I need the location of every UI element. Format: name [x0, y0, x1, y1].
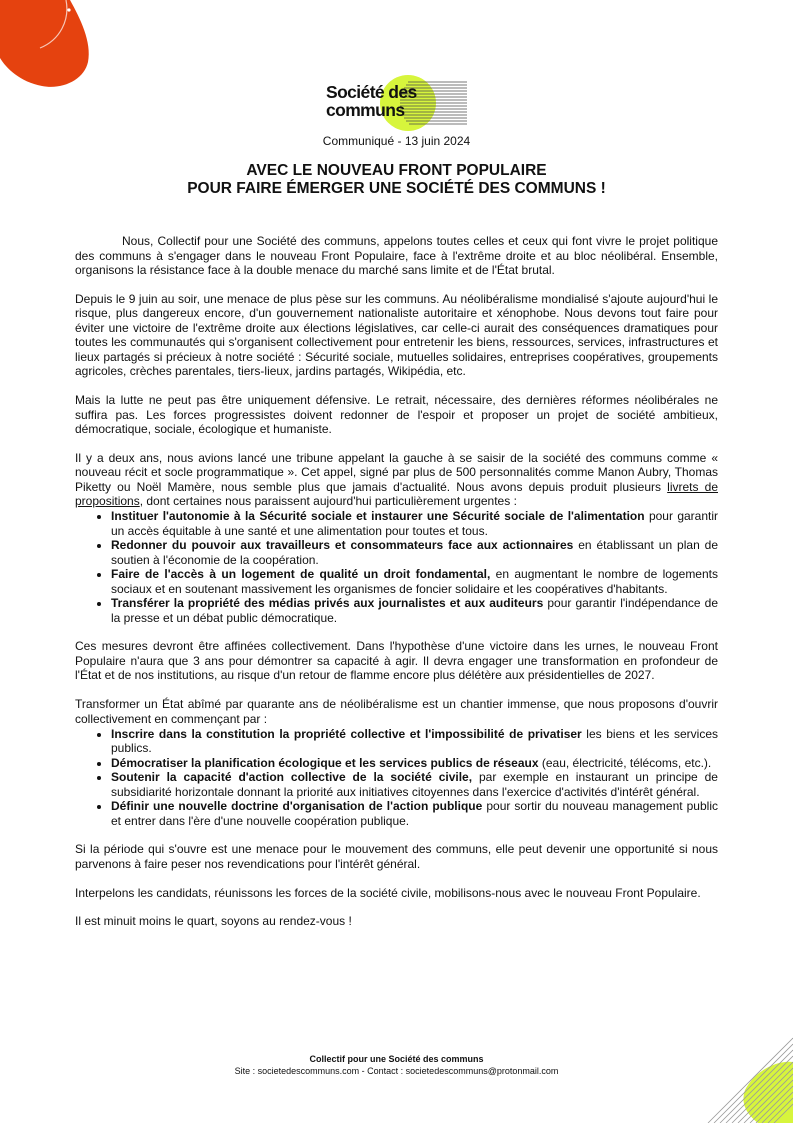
list-item-bold: Inscrire dans la constitution la propriété collective et l'impossibilité de privatiser — [111, 726, 582, 741]
list-item-text: (eau, électricité, télécoms, etc.). — [538, 755, 712, 770]
paragraph-6: Transformer un État abîmé par quarante ans de néolibéralisme est un chantier immense, que nous proposons d'ouvrir collectivement en commençant par : — [75, 697, 718, 726]
footer-organization: Collectif pour une Société des communs — [309, 1054, 484, 1064]
list-item-bold: Faire de l'accès à un logement de qualité un droit fondamental, — [111, 567, 491, 582]
state-transformation-list — [75, 727, 718, 829]
list-item-text: pour garantir l'indépendance de la presse et un débat public démocratique. — [111, 596, 719, 625]
paragraph-4-text-a: Il y a deux ans, nous avions lancé une tribune appelant la gauche à se saisir de la société des communs comme « nouveau récit et socle programmatique ». Cet appel, signé par plus de 500 personnalités comme Manon Aubry, Thomas Piketty ou Noël Mamère, nous semble plus que jamais d'actualité. Nous avons depuis produit plusieurs — [75, 450, 718, 494]
paragraph-2: Depuis le 9 juin au soir, une menace de plus pèse sur les communs. Au néolibéralisme mondialisé s'ajoute aujourd'hui le risque, plus dangereux encore, d'un gouvernement nationaliste autoritaire et xénophobe. Nous devons tout faire pour éviter une victoire de l'extrême droite aux élections législatives, car celle-ci aurait des conséquences dramatiques pour toutes les communautés qui s'organisent collectivement pour entretenir les biens, ressources, services, infrastructures et lieux partagés si précieux à notre société : Sécurité sociale, mutuelles solidaires, entreprises coopératives, groupements agricoles, crèches parentales, tiers-lieux, jardins partagés, Wikipédia, etc. — [75, 291, 718, 379]
list-item — [111, 799, 718, 828]
proposals-booklets-link[interactable]: livrets de propositions — [75, 479, 718, 509]
footer-contact: Site : societedescommuns.com - Contact : societedescommuns@protonmail.com — [234, 1066, 559, 1076]
list-item-text: pour garantir un accès équitable à une santé et une alimentation pour toutes et tous. — [111, 509, 719, 538]
logo-line-1: Société des — [326, 82, 417, 102]
list-item-bold: Démocratiser la planification écologique et les services publics de réseaux — [111, 755, 539, 770]
paragraph-7: Si la période qui s'ouvre est une menace pour le mouvement des communs, elle peut devenir une opportunité si nous parvenons à faire peser nos revendications pour l'intérêt général. — [75, 842, 718, 871]
press-release-date: Communiqué - 13 juin 2024 — [322, 134, 471, 148]
list-item-text: en établissant un plan de soutien à l'économie de la coopération. — [111, 538, 718, 567]
list-item-bold: Soutenir la capacité d'action collective de la société civile, — [111, 770, 473, 785]
paragraph-5: Ces mesures devront être affinées collectivement. Dans l'hypothèse d'une victoire dans les urnes, le nouveau Front Populaire n'aura que 3 ans pour démontrer sa capacité à agir. Il devra engager une transformation en profondeur de l'État et de nos institutions, au risque d'un retour de flamme encore plus délétère aux présidentielles de 2027. — [75, 639, 718, 683]
list-item-bold: Définir une nouvelle doctrine d'organisation de l'action publique — [111, 799, 483, 814]
list-item — [111, 567, 718, 596]
list-item-bold: Instituer l'autonomie à la Sécurité sociale et instaurer une Sécurité sociale de l'alimentation — [111, 509, 645, 524]
list-item — [111, 727, 718, 756]
list-item — [111, 538, 718, 567]
list-item-text: par exemple en instaurant un principe de subsidiarité horizontale donnant la priorité aux initiatives citoyennes dans l'exercice d'activités d'intérêt général. — [111, 770, 718, 799]
list-item — [111, 596, 718, 625]
paragraph-9: Il est minuit moins le quart, soyons au rendez-vous ! — [75, 914, 352, 929]
list-item-text: les biens et les services publics. — [111, 726, 718, 756]
paragraph-1: Nous, Collectif pour une Société des communs, appelons toutes celles et ceux qui font vivre le projet politique des communs à s'engager dans le nouveau Front Populaire, face à l'extrême droite et au bloc néolibéral. Ensemble, organisons la résistance face à la double menace du marché sans limite et de l'État brutal. — [75, 234, 718, 277]
title-line-2: POUR FAIRE ÉMERGER UNE SOCIÉTÉ DES COMMUNS ! — [187, 180, 606, 197]
logo — [326, 74, 468, 132]
paragraph-4-text-b: , dont certaines nous paraissent aujourd'hui particulièrement urgentes : — [139, 494, 517, 509]
list-item-bold: Redonner du pouvoir aux travailleurs et consommateurs face aux actionnaires — [111, 538, 574, 553]
proposals-list — [75, 509, 718, 625]
document-body — [75, 234, 718, 943]
paragraph-4 — [75, 451, 718, 509]
list-item-text: en augmentant le nombre de logements sociaux et en soutenant massivement les organismes de foncier solidaire et les coopératives d'habitants. — [111, 567, 718, 596]
list-item-text: pour sortir du nouveau management public et entrer dans l'ère d'une nouvelle coopération publique. — [111, 799, 718, 828]
list-item — [111, 756, 718, 771]
paragraph-3: Mais la lutte ne peut pas être uniquement défensive. Le retrait, nécessaire, des dernières réformes néolibérales ne suffira pas. Les forces progressistes doivent redonner de l'espoir et proposer un projet de société ambitieux, démocratique, sociale, écologique et humaniste. — [75, 393, 718, 437]
page-title — [0, 162, 793, 198]
paragraph-8: Interpelons les candidats, réunissons les forces de la société civile, mobilisons-nous avec le nouveau Front Populaire. — [75, 885, 701, 900]
list-item-bold: Transférer la propriété des médias privés aux journalistes et aux auditeurs — [111, 596, 544, 611]
logo-line-2: communs — [326, 100, 405, 120]
list-item — [111, 770, 718, 799]
decorative-shape-top-left — [0, 0, 110, 95]
list-item — [111, 509, 718, 538]
title-line-1: AVEC LE NOUVEAU FRONT POPULAIRE — [246, 162, 547, 179]
footer — [0, 1053, 793, 1077]
